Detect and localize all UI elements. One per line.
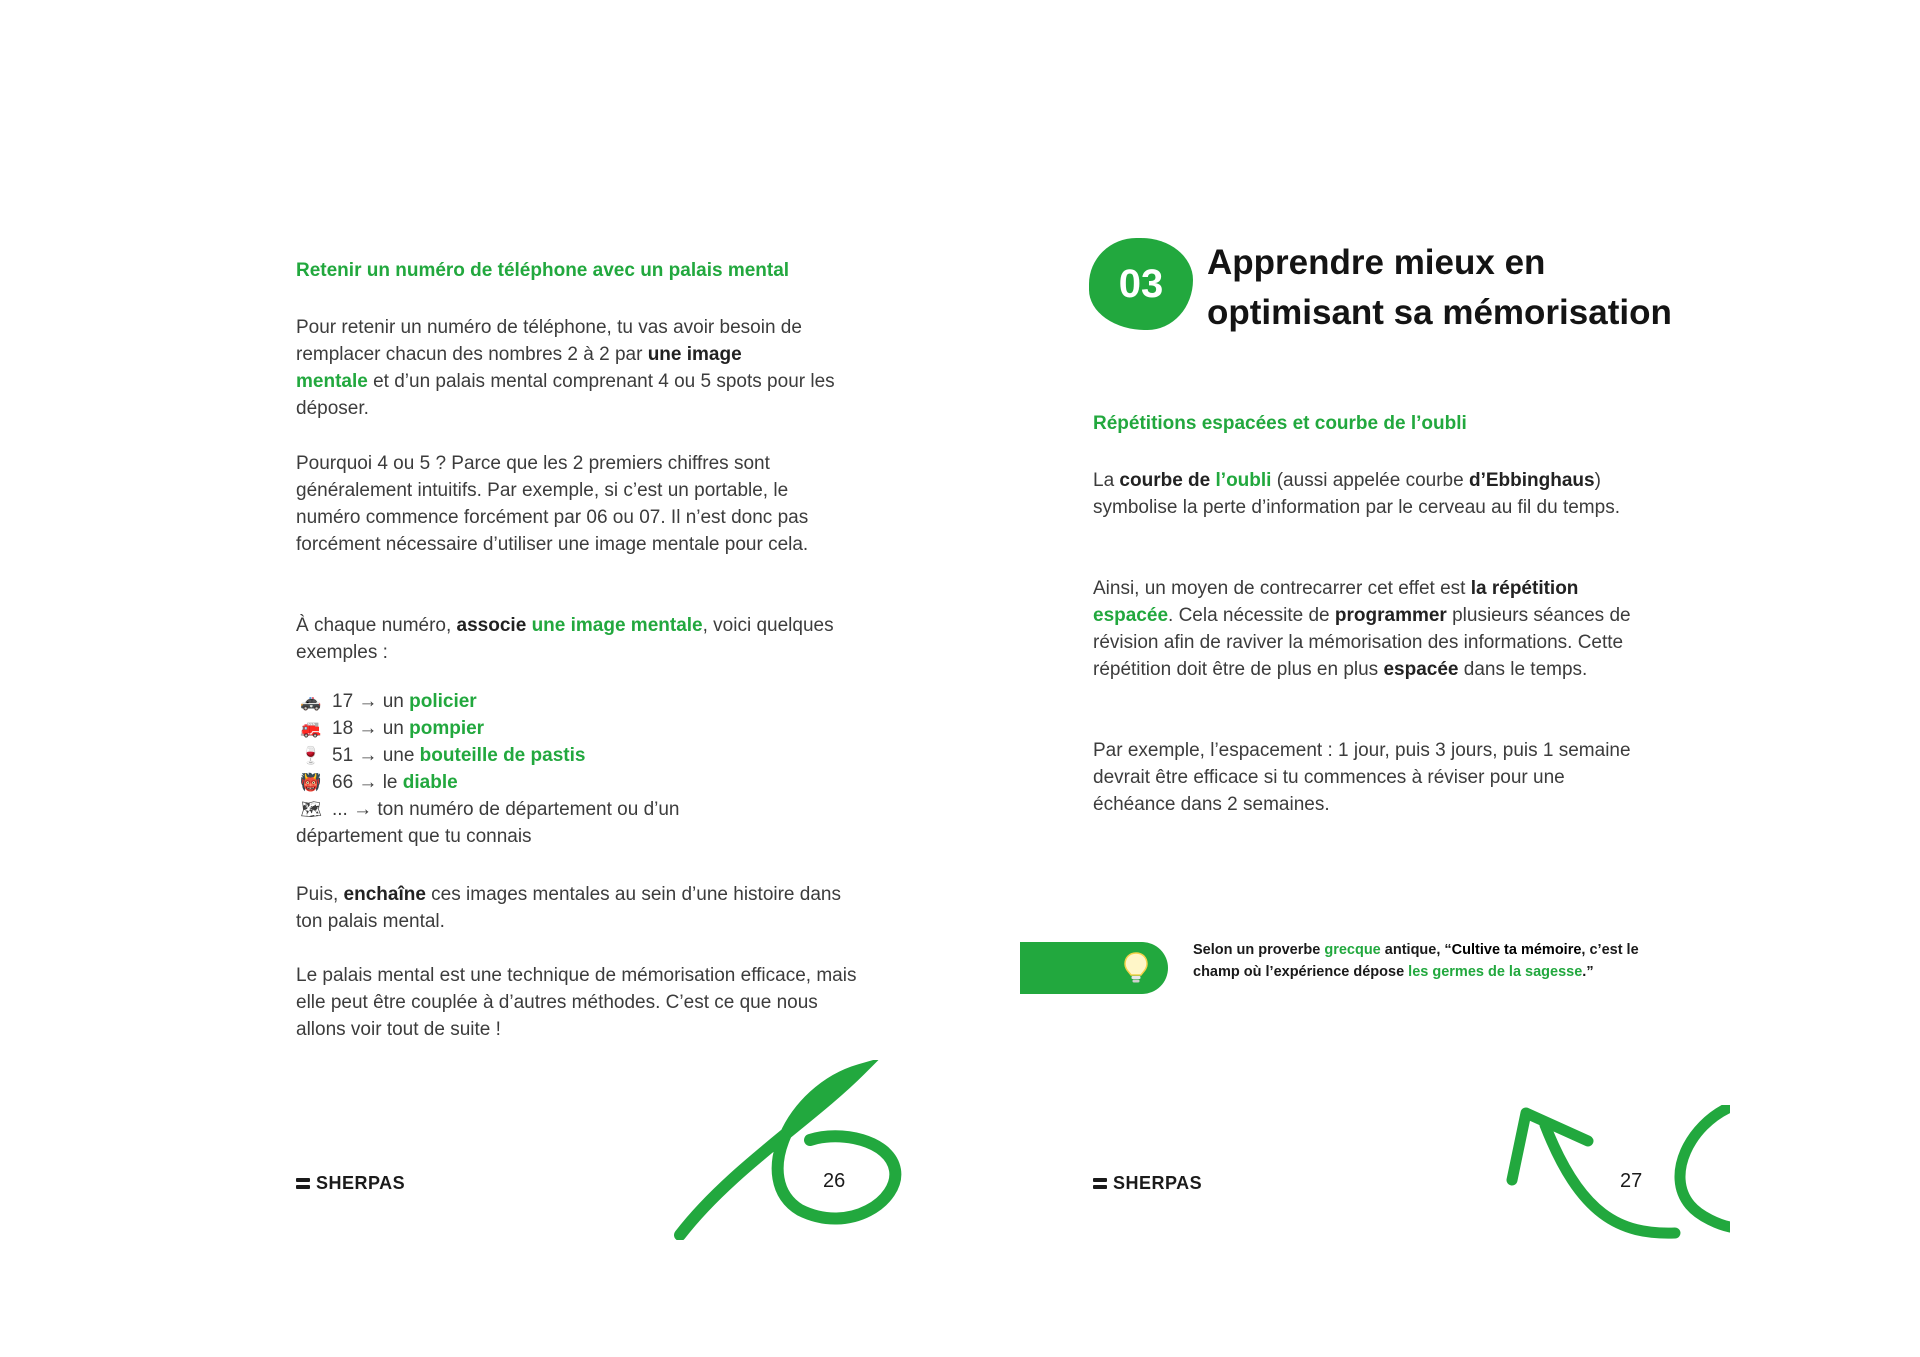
section-heading: Retenir un numéro de téléphone avec un palais mental: [296, 260, 790, 281]
highlight-text: pompier: [409, 718, 485, 739]
bold-text: une image: [647, 344, 742, 365]
text-run: .”: [1582, 964, 1594, 980]
text-run: antique, “: [1380, 942, 1452, 958]
paragraph-conclusion: Le palais mental est une technique de mémorisation efficace, mais elle peut être couplée à d’autres méthodes. C’est ce que nous allons voir tout de suite !: [296, 965, 857, 1040]
list-item: [296, 715, 856, 742]
bold-text: enchaîne: [343, 884, 426, 905]
text-run: 17 → un: [332, 691, 410, 712]
highlight-text: une image mentale: [531, 615, 703, 636]
bold-text: d’Ebbinghaus: [1468, 470, 1595, 491]
paragraph-associate: [296, 612, 836, 666]
highlight-text: diable: [402, 772, 458, 793]
chapter-title: Apprendre mieux en optimisant sa mémorisation: [1207, 243, 1672, 332]
text-run: Puis,: [296, 884, 344, 905]
fire-engine-icon: 🚒: [300, 719, 322, 738]
sherpas-logo: [1093, 1173, 1202, 1194]
bold-text: la répétition: [1470, 578, 1579, 599]
text-run: ... → ton numéro de département ou d’un département que tu connais: [296, 799, 680, 847]
paragraph-example: Par exemple, l’espacement : 1 jour, puis 3 jours, puis 1 semaine devrait être efficace si tu commences à réviser pour une échéance dans 2 semaines.: [1093, 740, 1631, 815]
page-number: 26: [823, 1170, 846, 1192]
sherpas-logo: [296, 1173, 405, 1194]
text-run: 66 → le: [332, 772, 403, 793]
logo-mark-icon: [1093, 1178, 1107, 1189]
text-run: ) symbolise la perte d’information par le cerveau au fil du temps.: [1093, 470, 1620, 518]
list-item: [296, 742, 856, 769]
highlight-text: l’oubli: [1215, 470, 1272, 491]
text-run: La: [1093, 470, 1120, 491]
bold-text: programmer: [1334, 605, 1447, 626]
highlight-text: espacée: [1093, 605, 1169, 626]
map-icon: 🗺: [300, 800, 322, 819]
proverb-quote: [1193, 939, 1663, 983]
lightbulb-icon: [1120, 951, 1152, 985]
highlight-text: policier: [409, 691, 477, 712]
arrow-decoration-icon: [1500, 1105, 1730, 1240]
section-heading: Répétitions espacées et courbe de l’oubli: [1093, 413, 1467, 434]
logo-mark-icon: [296, 1178, 310, 1189]
text-run: et d’un palais mental comprenant 4 ou 5 spots pour les déposer.: [296, 371, 835, 419]
text-run: Ainsi, un moyen de contrecarrer cet effet est: [1093, 578, 1471, 599]
highlight-text: grecque: [1324, 942, 1381, 958]
text-run: , voici quelques exemples :: [296, 615, 834, 663]
highlight-text: mentale: [296, 371, 368, 392]
list-item: [296, 688, 856, 715]
wine-glass-icon: 🍷: [300, 746, 322, 765]
text-run: plusieurs séances de révision afin de raviver la mémorisation des informations. Cette répétition doit être de plus en plus: [1093, 605, 1631, 680]
paragraph-why: Pourquoi 4 ou 5 ? Parce que les 2 premiers chiffres sont généralement intuitifs. Par exemple, si c’est un portable, le numéro commence forcément par 06 ou 07. Il n’est donc pas forcément nécessaire d’utiliser une image mentale pour cela.: [296, 453, 809, 555]
text-run: 18 → un: [332, 718, 410, 739]
text-run: dans le temps.: [1458, 659, 1588, 680]
list-item: [296, 769, 856, 796]
bold-text: espacée: [1383, 659, 1459, 680]
text-run: Selon un proverbe: [1193, 942, 1325, 958]
bold-text: associe: [456, 615, 527, 636]
chapter-number-badge: 03: [1089, 238, 1193, 330]
police-car-icon: 🚓: [300, 692, 322, 711]
text-run: 51 → une: [332, 745, 420, 766]
paragraph-chain: [296, 881, 856, 935]
devil-icon: 👹: [300, 773, 322, 792]
text-run: (aussi appelée courbe: [1271, 470, 1469, 491]
list-item: [296, 796, 736, 850]
text-run: , c’est le champ où l’expérience dépose: [1193, 942, 1639, 980]
page-number: 27: [1620, 1170, 1643, 1192]
examples-list: [296, 688, 856, 850]
logo-text: SHERPAS: [1113, 1173, 1203, 1193]
bold-text: Cultive ta mémoire: [1451, 942, 1582, 958]
text-run: Pour retenir un numéro de téléphone, tu vas avoir besoin de remplacer chacun des nombres 2 à 2 par: [296, 317, 802, 365]
logo-text: SHERPAS: [316, 1173, 406, 1193]
paragraph-forgetting-curve: [1093, 467, 1653, 521]
highlight-text: les germes de la sagesse: [1408, 964, 1583, 980]
highlight-text: bouteille de pastis: [419, 745, 586, 766]
paragraph-intro: [296, 314, 856, 422]
text-run: À chaque numéro,: [296, 615, 457, 636]
text-run: ces images mentales au sein d’une histoire dans ton palais mental.: [296, 884, 841, 932]
paragraph-spaced-repetition: [1093, 575, 1653, 683]
bold-text: courbe de: [1119, 470, 1211, 491]
swirl-decoration-icon: [670, 1060, 910, 1240]
text-run: . Cela nécessite de: [1168, 605, 1335, 626]
